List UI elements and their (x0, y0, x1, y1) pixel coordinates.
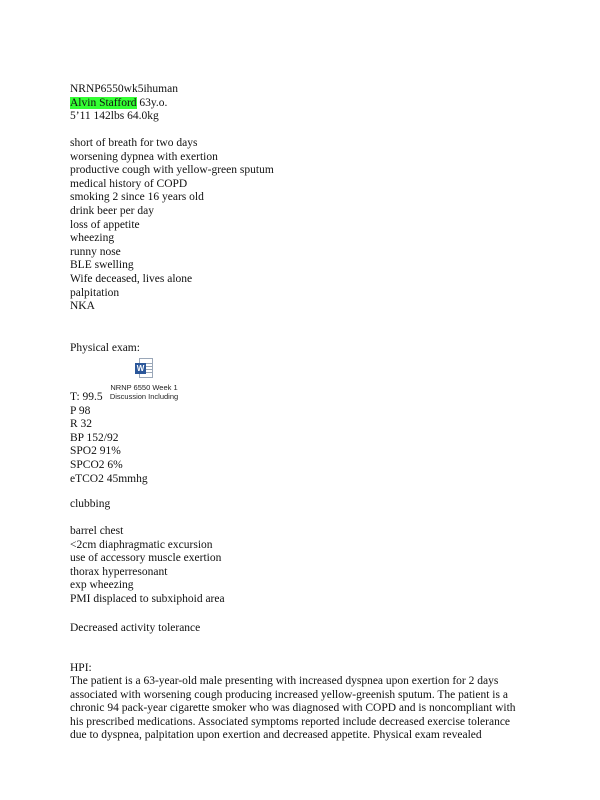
exam-findings-list (70, 525, 225, 607)
symptom-list (70, 137, 274, 314)
finding-item: PMI displaced to subxiphoid area (70, 592, 225, 605)
finding-item: thorax hyperresonant (70, 565, 168, 578)
activity-tolerance: Decreased activity tolerance (70, 622, 201, 634)
symptom-item: wheezing (70, 232, 115, 245)
symptom-item: BLE swelling (70, 259, 134, 272)
vital-pulse: P 98 (70, 404, 91, 417)
hpi-line: associated with worsening cough producing increased yellow-greenish sputum. The patient is a (70, 688, 508, 701)
symptom-item: loss of appetite (70, 218, 140, 231)
symptom-item: drink beer per day (70, 204, 154, 217)
finding-clubbing: clubbing (70, 498, 111, 510)
symptom-item: runny nose (70, 245, 121, 258)
patient-body-stats: 5’11 142lbs 64.0kg (70, 110, 159, 123)
hpi-line: due to dyspnea, palpitation upon exertion and decreased appetite. Physical exam revealed (70, 729, 482, 742)
hpi-heading: HPI: (70, 662, 92, 674)
word-document-icon[interactable]: W (135, 358, 153, 378)
symptom-item: short of breath for two days (70, 137, 198, 149)
vital-spo2: SPO2 91% (70, 445, 121, 458)
symptom-item: palpitation (70, 286, 120, 299)
symptom-item: NKA (70, 300, 95, 313)
symptom-item: productive cough with yellow-green sputum (70, 164, 274, 177)
vital-blood-pressure: BP 152/92 (70, 431, 119, 444)
patient-age: 63y.o. (136, 96, 168, 109)
vital-spco2: SPCO2 6% (70, 458, 123, 471)
document-id: NRNP6550wk5ihuman (70, 83, 178, 95)
symptom-item: smoking 2 since 16 years old (70, 191, 204, 204)
symptom-item: medical history of COPD (70, 177, 188, 190)
vital-temperature: T: 99.5 (70, 391, 103, 403)
finding-item: use of accessory muscle exertion (70, 552, 222, 565)
vital-signs-list (70, 391, 148, 486)
vital-respiration: R 32 (70, 418, 93, 431)
hpi-line: The patient is a 63-year-old male presenting with increased dyspnea upon exertion for 2 days (70, 675, 499, 687)
hpi-line: chronic 94 pack-year cigarette smoker who was diagnosed with COPD and is noncompliant with (70, 702, 516, 715)
symptom-item: Wife deceased, lives alone (70, 272, 193, 285)
attachment-label-line1: NRNP 6550 Week 1 (110, 382, 178, 392)
patient-header (70, 83, 178, 124)
vital-etco2: eTCO2 45mmhg (70, 472, 148, 485)
hpi-line: his prescribed medications. Associated symptoms reported include decreased exercise tolerance (70, 715, 511, 728)
symptom-item: worsening dypnea with exertion (70, 150, 218, 163)
patient-name-line (70, 97, 178, 111)
patient-name-highlight: Alvin Stafford (70, 96, 137, 109)
finding-item: exp wheezing (70, 579, 134, 592)
physical-exam-heading: Physical exam: (70, 342, 140, 354)
finding-item: <2cm diaphragmatic excursion (70, 538, 213, 551)
hpi-paragraph (70, 675, 540, 743)
attachment-label-line2: Discussion Including (109, 391, 179, 401)
finding-item: barrel chest (70, 525, 124, 537)
